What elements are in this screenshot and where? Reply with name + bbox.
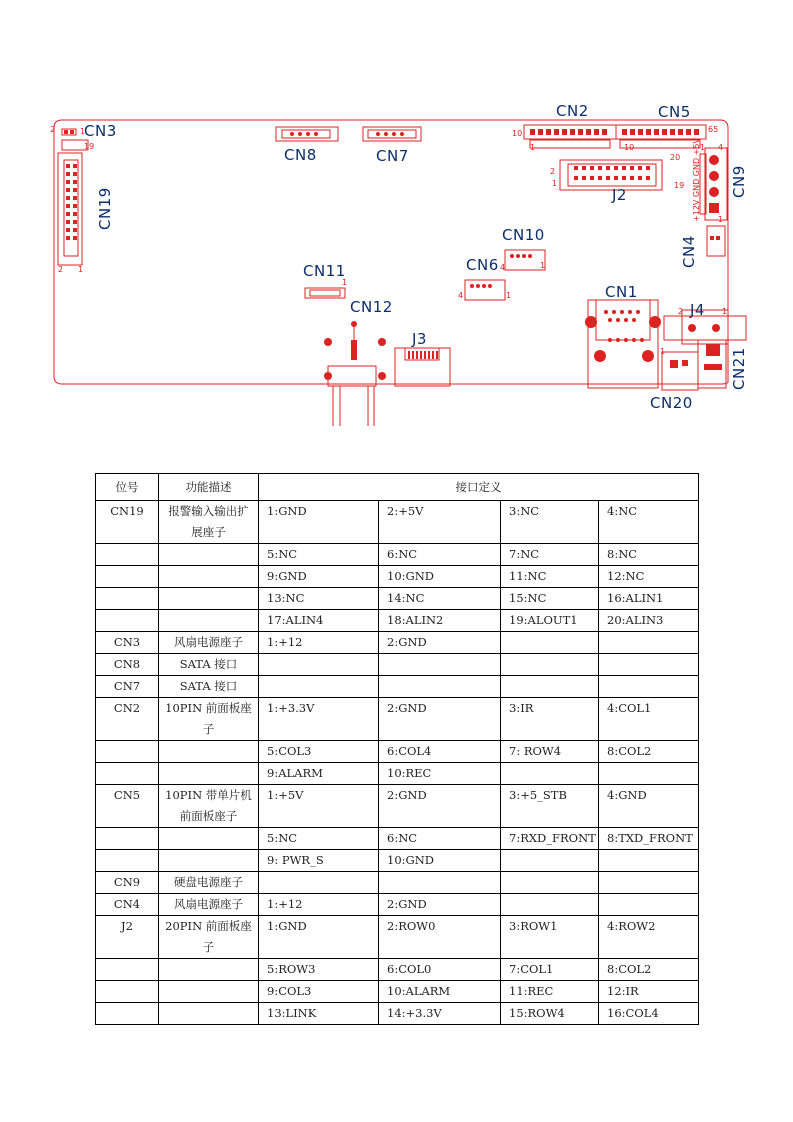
label-cn5: CN5 <box>658 103 691 121</box>
cell-pin: 7:COL1 <box>501 959 599 981</box>
cell-pin: 20:ALIN3 <box>599 610 699 632</box>
table-row <box>96 872 699 894</box>
cell-pin: 10:ALARM <box>379 981 501 1003</box>
cell-position: CN2 <box>96 698 159 741</box>
pin-cn19-2: 2 <box>58 265 64 274</box>
pin-cn6-4: 4 <box>458 291 464 300</box>
pin-cn2-10: 10 <box>512 129 523 138</box>
cell-pin: 2:ROW0 <box>379 916 501 959</box>
pin-cn6-1: 1 <box>506 291 512 300</box>
pcb-layout-diagram <box>0 0 793 440</box>
table-row <box>96 981 699 1003</box>
cell-function: 硬盘电源座子 <box>159 872 259 894</box>
pin-j4-1: 1 <box>722 307 728 316</box>
label-cn4: CN4 <box>680 235 698 268</box>
cell-position: CN4 <box>96 894 159 916</box>
table-row <box>96 1003 699 1025</box>
table-row <box>96 610 699 632</box>
table-row <box>96 566 699 588</box>
cell-pin <box>599 872 699 894</box>
label-cn10: CN10 <box>502 226 545 244</box>
table-row <box>96 741 699 763</box>
cell-pin: 8:COL2 <box>599 741 699 763</box>
cell-position <box>96 850 159 872</box>
cell-pin: 7:NC <box>501 544 599 566</box>
label-j4: J4 <box>690 301 705 319</box>
cell-pin <box>599 850 699 872</box>
cell-function <box>159 850 259 872</box>
table-row <box>96 828 699 850</box>
pin-cn11-1: 1 <box>342 278 348 287</box>
label-cn8: CN8 <box>284 146 317 164</box>
cell-pin: 13:LINK <box>259 1003 379 1025</box>
label-cn1: CN1 <box>605 283 638 301</box>
cn5-pins <box>622 129 699 135</box>
cell-pin <box>501 676 599 698</box>
cell-pin: 3:NC <box>501 501 599 544</box>
cell-pin: 6:NC <box>379 544 501 566</box>
cell-pin: 1:+3.3V <box>259 698 379 741</box>
cell-function: 10PIN 带单片机前面板座子 <box>159 785 259 828</box>
cell-pin: 3:IR <box>501 698 599 741</box>
cell-pin: 14:NC <box>379 588 501 610</box>
pin-cn10-4: 4 <box>500 263 506 272</box>
cell-function: 10PIN 前面板座子 <box>159 698 259 741</box>
pin-j2-19: 19 <box>674 181 685 190</box>
cn2-pins <box>530 129 607 135</box>
cell-position: CN5 <box>96 785 159 828</box>
cell-pin: 2:GND <box>379 632 501 654</box>
j3-pins <box>408 351 438 359</box>
cn10-connector <box>505 250 545 270</box>
label-cn2: CN2 <box>556 102 589 120</box>
cell-pin: 2:+5V <box>379 501 501 544</box>
cell-pin: 7:RXD_FRONT <box>501 828 599 850</box>
cell-pin <box>501 654 599 676</box>
pin-j2-2: 2 <box>550 167 556 176</box>
cell-pin: 2:GND <box>379 894 501 916</box>
cell-pin: 11:NC <box>501 566 599 588</box>
pin-definition-table <box>95 473 699 1025</box>
cell-pin <box>259 676 379 698</box>
table-row <box>96 959 699 981</box>
j2-pins <box>574 166 650 180</box>
cell-pin: 11:REC <box>501 981 599 1003</box>
cell-pin: 16:ALIN1 <box>599 588 699 610</box>
cn1-pins <box>604 310 644 342</box>
pin-j4-2: 2 <box>678 307 684 316</box>
cell-pin <box>599 894 699 916</box>
cell-function <box>159 610 259 632</box>
cell-pin: 12:IR <box>599 981 699 1003</box>
cell-pin <box>259 872 379 894</box>
cell-position <box>96 544 159 566</box>
cell-pin: 5:COL3 <box>259 741 379 763</box>
cell-pin: 3:ROW1 <box>501 916 599 959</box>
cell-position <box>96 981 159 1003</box>
j2-connector <box>560 160 662 190</box>
label-cn6: CN6 <box>466 256 499 274</box>
pin-cn9-voltages: +12V GND GND +5V <box>692 138 701 222</box>
table-row <box>96 501 699 544</box>
label-cn20: CN20 <box>650 394 693 412</box>
table-row <box>96 850 699 872</box>
table-row <box>96 763 699 785</box>
cell-pin: 18:ALIN2 <box>379 610 501 632</box>
label-cn9: CN9 <box>730 165 748 198</box>
table-row <box>96 894 699 916</box>
label-j2: J2 <box>612 186 627 204</box>
label-cn12: CN12 <box>350 298 393 316</box>
cn19-pins <box>66 164 77 240</box>
cell-function <box>159 1003 259 1025</box>
pin-cn5-65: 65 <box>708 125 719 134</box>
cell-pin <box>259 654 379 676</box>
pin-cn3-1: 1 <box>80 127 86 136</box>
cell-pin: 5:NC <box>259 828 379 850</box>
cell-function <box>159 544 259 566</box>
cell-pin: 4:GND <box>599 785 699 828</box>
cell-position <box>96 1003 159 1025</box>
cell-pin <box>599 763 699 785</box>
table-row <box>96 785 699 828</box>
cell-pin: 1:+12 <box>259 632 379 654</box>
cell-function <box>159 741 259 763</box>
cell-pin: 1:GND <box>259 916 379 959</box>
table-row <box>96 654 699 676</box>
cell-position <box>96 566 159 588</box>
cell-function: 风扇电源座子 <box>159 894 259 916</box>
cell-position: CN7 <box>96 676 159 698</box>
cell-pin: 4:ROW2 <box>599 916 699 959</box>
cell-pin: 9:GND <box>259 566 379 588</box>
cell-pin <box>379 872 501 894</box>
table-row <box>96 632 699 654</box>
cell-pin: 1:+5V <box>259 785 379 828</box>
j3-connector <box>395 348 450 386</box>
pin-cn3-2: 2 <box>50 125 56 134</box>
cn12-connector <box>328 322 376 426</box>
cell-pin: 6:COL4 <box>379 741 501 763</box>
cell-function <box>159 588 259 610</box>
cell-pin: 9:COL3 <box>259 981 379 1003</box>
cell-pin <box>501 850 599 872</box>
cell-pin: 8:TXD_FRONT <box>599 828 699 850</box>
cell-pin: 6:NC <box>379 828 501 850</box>
cell-function <box>159 828 259 850</box>
cell-pin: 1:GND <box>259 501 379 544</box>
cell-pin: 10:GND <box>379 566 501 588</box>
cell-pin: 2:GND <box>379 785 501 828</box>
cell-pin: 8:NC <box>599 544 699 566</box>
cell-pin: 1:+12 <box>259 894 379 916</box>
cell-pin <box>379 676 501 698</box>
cell-position: CN3 <box>96 632 159 654</box>
cell-function <box>159 763 259 785</box>
cell-pin <box>599 654 699 676</box>
pin-cn5-1: 1 <box>700 143 706 152</box>
cell-pin <box>501 872 599 894</box>
cell-function <box>159 566 259 588</box>
cn4-connector <box>707 226 725 256</box>
pin-j2-1: 1 <box>552 179 558 188</box>
cell-function: SATA 接口 <box>159 676 259 698</box>
cell-pin <box>599 676 699 698</box>
cell-pin: 5:ROW3 <box>259 959 379 981</box>
pin-cn10-1: 1 <box>540 261 546 270</box>
cell-pin <box>379 654 501 676</box>
cell-pin: 14:+3.3V <box>379 1003 501 1025</box>
cell-pin: 6:COL0 <box>379 959 501 981</box>
cell-pin: 13:NC <box>259 588 379 610</box>
pin-j2-20: 20 <box>670 153 681 162</box>
cell-function: SATA 接口 <box>159 654 259 676</box>
cn6-connector <box>465 280 505 300</box>
cell-pin: 17:ALIN4 <box>259 610 379 632</box>
table-row <box>96 916 699 959</box>
table-header-row <box>96 474 699 501</box>
table-row <box>96 588 699 610</box>
cell-function: 20PIN 前面板座子 <box>159 916 259 959</box>
cell-pin: 3:+5_STB <box>501 785 599 828</box>
pin-cn2-1: 1 <box>530 143 536 152</box>
cell-position <box>96 588 159 610</box>
cell-function <box>159 959 259 981</box>
cell-position: CN9 <box>96 872 159 894</box>
cell-pin: 5:NC <box>259 544 379 566</box>
cn2-connector <box>524 125 616 148</box>
cell-position: CN19 <box>96 501 159 544</box>
cell-pin: 2:GND <box>379 698 501 741</box>
table-row <box>96 698 699 741</box>
cell-function: 报警输入输出扩展座子 <box>159 501 259 544</box>
label-j3: J3 <box>412 330 427 348</box>
cell-pin <box>599 632 699 654</box>
cell-position: J2 <box>96 916 159 959</box>
table-body <box>96 501 699 1025</box>
cell-position <box>96 763 159 785</box>
cell-pin: 8:COL2 <box>599 959 699 981</box>
cell-pin: 4:NC <box>599 501 699 544</box>
cell-pin: 10:GND <box>379 850 501 872</box>
cell-pin: 7: ROW4 <box>501 741 599 763</box>
pin-cn20-1: 1 <box>660 347 666 356</box>
header-interface-definition: 接口定义 <box>259 474 699 501</box>
header-function: 功能描述 <box>159 474 259 501</box>
cn19-connector <box>58 140 88 265</box>
label-cn7: CN7 <box>376 147 409 165</box>
j4-connector <box>664 310 746 344</box>
cell-position <box>96 610 159 632</box>
table-row <box>96 676 699 698</box>
label-cn21: CN21 <box>730 347 748 390</box>
cell-position <box>96 959 159 981</box>
cell-pin: 9: PWR_S <box>259 850 379 872</box>
cell-function: 风扇电源座子 <box>159 632 259 654</box>
cell-pin: 10:REC <box>379 763 501 785</box>
cell-pin: 19:ALOUT1 <box>501 610 599 632</box>
header-position: 位号 <box>96 474 159 501</box>
pin-cn5-10: 10 <box>624 143 635 152</box>
cell-pin: 15:NC <box>501 588 599 610</box>
pin-cn9-1: 1 <box>718 215 724 224</box>
label-cn11: CN11 <box>303 262 346 280</box>
cell-pin: 4:COL1 <box>599 698 699 741</box>
table-row <box>96 544 699 566</box>
pin-cn9-4: 4 <box>718 143 724 152</box>
label-cn3: CN3 <box>84 122 117 140</box>
cell-pin <box>501 894 599 916</box>
label-cn19: CN19 <box>96 187 114 230</box>
cell-function <box>159 981 259 1003</box>
cell-pin <box>501 763 599 785</box>
cell-pin: 9:ALARM <box>259 763 379 785</box>
cell-pin: 15:ROW4 <box>501 1003 599 1025</box>
cell-pin <box>501 632 599 654</box>
cell-position: CN8 <box>96 654 159 676</box>
cell-position <box>96 828 159 850</box>
pin-cn19-19: 19 <box>84 142 95 151</box>
pin-cn19-1: 1 <box>78 265 84 274</box>
cell-pin: 12:NC <box>599 566 699 588</box>
cell-pin: 16:COL4 <box>599 1003 699 1025</box>
cell-position <box>96 741 159 763</box>
